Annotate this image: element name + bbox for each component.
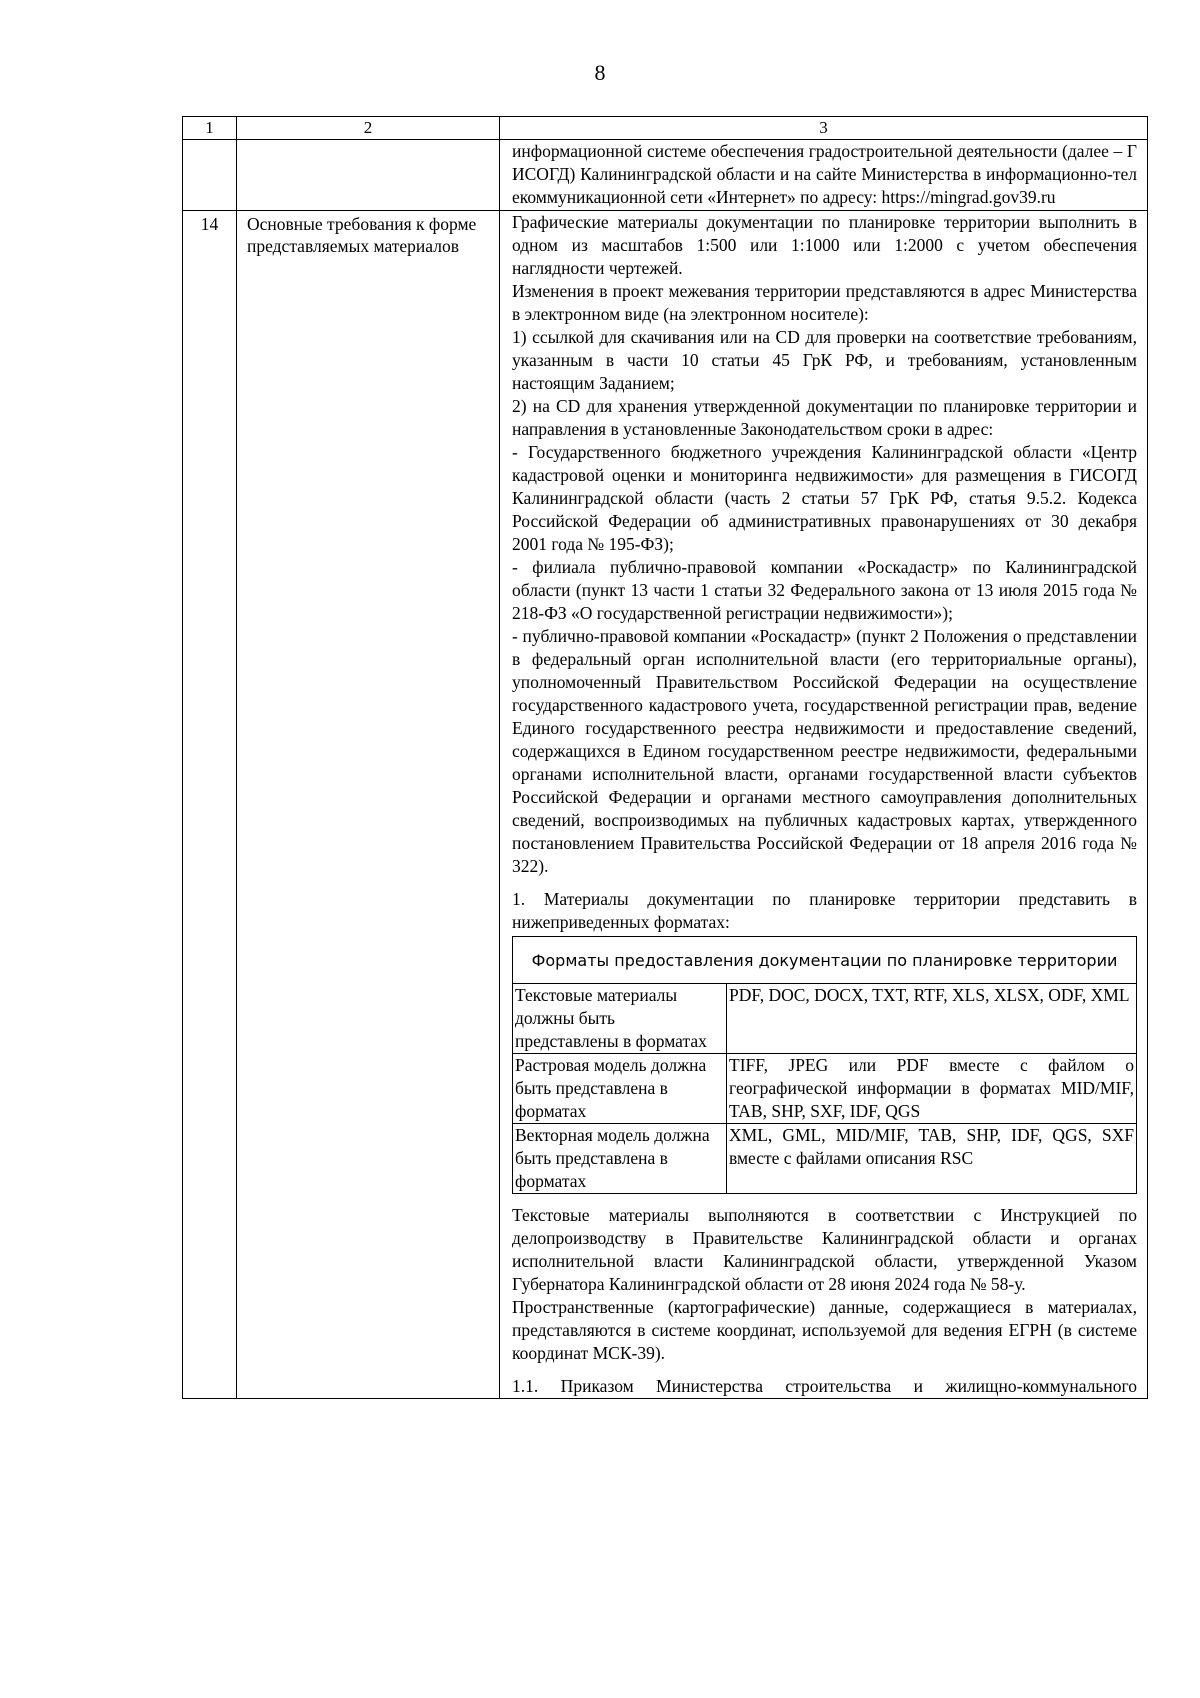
paragraph: Графические материалы документации по планировке территории выполнить в одном из масштабов 1:500 или 1:1000 или 1:2000 с учетом обеспечения наглядности чертежей. bbox=[512, 212, 1137, 278]
paragraph: 2) на CD для хранения утвержденной документации по планировке территории и направления в установленные Законодательством сроки в адрес: bbox=[512, 396, 1137, 439]
paragraph: Пространственные (картографические) данные, содержащиеся в материалах, представляются в системе координат, используемой для ведения ЕГРН (в системе координат МСК-39). bbox=[512, 1297, 1137, 1363]
paragraph: Текстовые материалы выполняются в соответствии с Инструкцией по делопроизводству в Правительстве Калининградской области и органах исполнительной власти Калининградской области, утвержденной Указом Губернатора Калининградской области от 28 июня 2024 года № 58-у. bbox=[512, 1205, 1137, 1294]
row-number-cell: 14 bbox=[183, 211, 237, 1399]
header-cell-2: 2 bbox=[237, 117, 500, 140]
format-value: TIFF, JPEG или PDF вместе с файлом о географической информации в форматах MID/MIF, TAB, SHP, SXF, IDF, QGS bbox=[729, 1055, 1134, 1121]
formats-table-row bbox=[513, 984, 1137, 1054]
row-number-cell bbox=[183, 140, 237, 211]
format-label: Векторная модель должна быть представлена в форматах bbox=[515, 1125, 710, 1191]
format-label: Текстовые материалы должны быть представлены в форматах bbox=[515, 985, 707, 1051]
continued-paragraph: информационной системе обеспечения градостроительной деятельности (далее – ГИСОГД) Калининградской области и на сайте Министерства в информационно-телекоммуникационной сети «Интернет» по адресу: https://mingrad.gov39.ru bbox=[512, 141, 1137, 207]
paragraph: - филиала публично-правовой компании «Роскадастр» по Калининградской области (пункт 13 части 1 статьи 32 Федерального закона от 13 июля 2015 года № 218-ФЗ «О государственной регистрации недвижимости»); bbox=[512, 557, 1137, 623]
row-text-cell bbox=[500, 211, 1148, 1399]
format-value: PDF, DOC, DOCX, TXT, RTF, XLS, XLSX, ODF, XML bbox=[729, 985, 1130, 1005]
row-name-cell: Основные требования к форме представляемых материалов bbox=[237, 211, 500, 1399]
paragraph: 1) ссылкой для скачивания или на CD для проверки на соответствие требованиям, указанным в части 10 статьи 45 ГрК РФ, и требованиям, установленным настоящим Заданием; bbox=[512, 327, 1137, 393]
row-name-cell bbox=[237, 140, 500, 211]
header-cell-1: 1 bbox=[183, 117, 237, 140]
table-row-14 bbox=[183, 211, 1148, 1399]
table-row-continued bbox=[183, 140, 1148, 211]
requirements-table bbox=[182, 116, 1148, 1399]
paragraph: Изменения в проект межевания территории представляются в адрес Министерства в электронном виде (на электронном носителе): bbox=[512, 281, 1137, 324]
format-value: XML, GML, MID/MIF, TAB, SHP, IDF, QGS, SXF вместе с файлами описания RSC bbox=[729, 1125, 1134, 1168]
formats-table-title: Форматы предоставления документации по планировке территории bbox=[513, 937, 1137, 984]
table-header-row bbox=[183, 117, 1148, 140]
header-cell-3: 3 bbox=[500, 117, 1148, 140]
formats-table-title-row bbox=[513, 937, 1137, 984]
paragraph: - публично-правовой компании «Роскадастр» (пункт 2 Положения о представлении в федеральный орган исполнительной власти (его территориальные органы), уполномоченный Правительством Российской Федерации на осуществление государственного кадастрового учета, государственной регистрации прав, ведение Единого государственного реестра недвижимости и предоставление сведений, содержащихся в Едином государственном реестре недвижимости, федеральными органами исполнительной власти, органами государственной власти субъектов Российской Федерации и органами местного самоуправления дополнительных сведений, воспроизводимых на публичных кадастровых картах, утвержденного постановлением Правительства Российской Федерации от 18 апреля 2016 года № 322). bbox=[512, 626, 1137, 876]
format-label: Растровая модель должна быть представлена в форматах bbox=[515, 1055, 707, 1121]
formats-table-row bbox=[513, 1054, 1137, 1124]
formats-intro: 1. Материалы документации по планировке территории представить в нижеприведенных форматах: bbox=[512, 889, 1137, 932]
formats-table bbox=[512, 936, 1137, 1194]
row-text-cell bbox=[500, 140, 1148, 211]
page-number: 8 bbox=[594, 60, 606, 85]
paragraph: - Государственного бюджетного учреждения Калининградской области «Центр кадастровой оценки и мониторинга недвижимости» для размещения в ГИСОГД Калининградской области (часть 2 статьи 57 ГрК РФ, статья 9.5.2. Кодекса Российской Федерации об административных правонарушениях от 30 декабря 2001 года № 195-ФЗ); bbox=[512, 442, 1137, 554]
last-paragraph: 1.1. Приказом Министерства строительства и жилищно-коммунального bbox=[512, 1376, 1137, 1396]
formats-table-row bbox=[513, 1124, 1137, 1194]
